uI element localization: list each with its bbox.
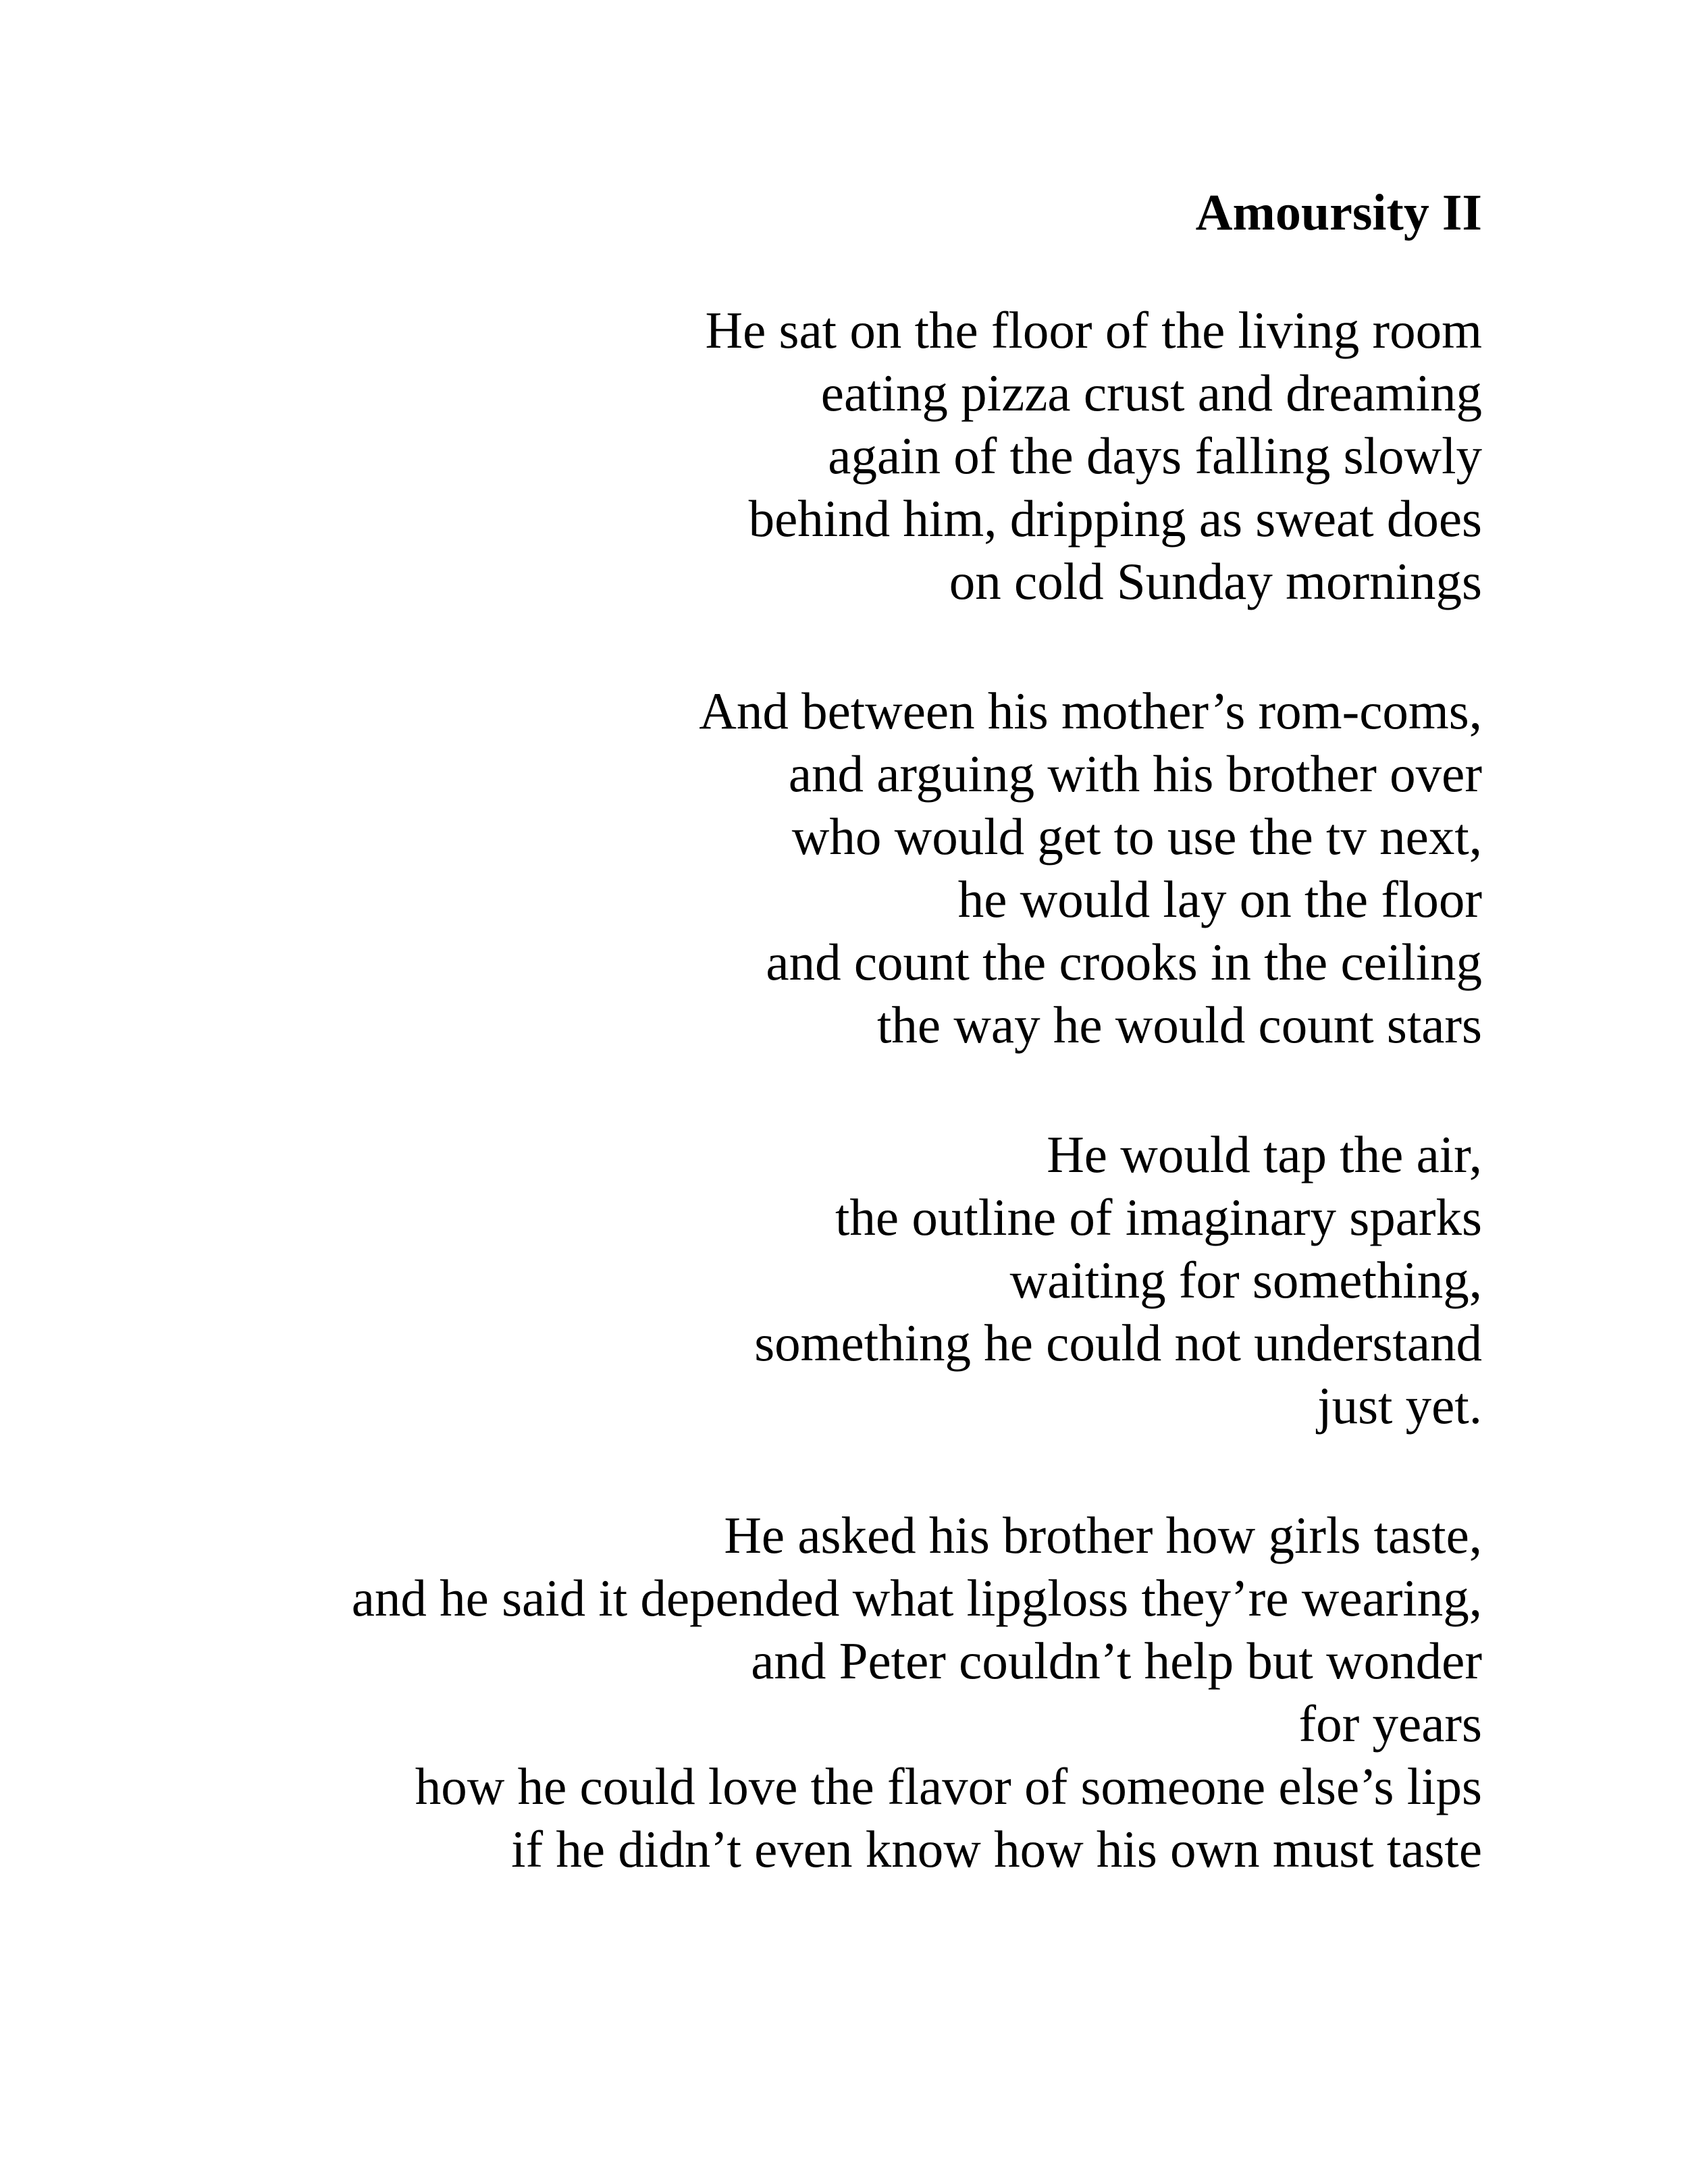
poem-line: and arguing with his brother over bbox=[788, 745, 1482, 803]
stanza-1 bbox=[132, 299, 1482, 613]
poem-line: how he could love the flavor of someone else’s lips bbox=[415, 1757, 1482, 1816]
poem-line: waiting for something, bbox=[1009, 1251, 1482, 1310]
poem-line: eating pizza crust and dreaming bbox=[820, 364, 1482, 423]
stanza-4 bbox=[132, 1504, 1482, 1881]
poem-line: He asked his brother how girls taste, bbox=[724, 1506, 1482, 1565]
poem-line: and he said it depended what lipgloss they’re wearing, bbox=[351, 1569, 1482, 1628]
poem-line: and count the crooks in the ceiling bbox=[766, 933, 1482, 992]
poem-line: behind him, dripping as sweat does bbox=[748, 489, 1482, 548]
poem-line: the outline of imaginary sparks bbox=[835, 1188, 1482, 1247]
poem-line: something he could not understand bbox=[754, 1314, 1482, 1373]
poem-line: He would tap the air, bbox=[1047, 1125, 1482, 1184]
stanza-2 bbox=[132, 680, 1482, 1057]
poem bbox=[132, 182, 1482, 1881]
poem-line: And between his mother’s rom-coms, bbox=[699, 682, 1482, 741]
poem-line: for years bbox=[1298, 1695, 1482, 1753]
poem-title: Amoursity II bbox=[1195, 184, 1482, 241]
poem-line: if he didn’t even know how his own must taste bbox=[511, 1820, 1482, 1879]
poem-line: and Peter couldn’t help but wonder bbox=[751, 1632, 1482, 1690]
poem-line: again of the days falling slowly bbox=[828, 427, 1482, 485]
poem-line: just yet. bbox=[1317, 1377, 1482, 1435]
poem-line: on cold Sunday mornings bbox=[949, 552, 1482, 611]
poem-line: the way he would count stars bbox=[877, 996, 1482, 1055]
poem-line: who would get to use the tv next, bbox=[791, 807, 1482, 866]
poem-line: He sat on the floor of the living room bbox=[705, 301, 1482, 360]
stanza-3 bbox=[132, 1123, 1482, 1437]
poem-line: he would lay on the floor bbox=[957, 870, 1482, 929]
